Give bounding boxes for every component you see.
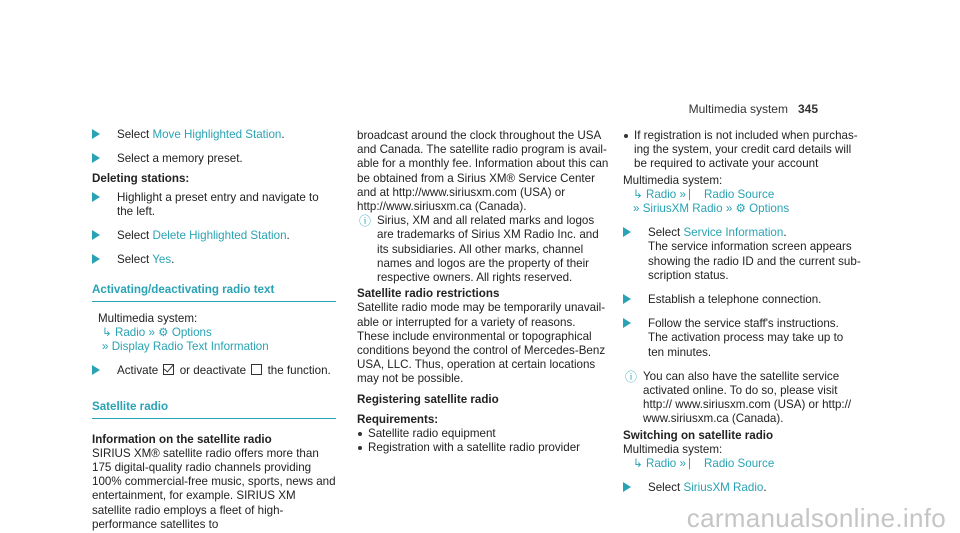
radio-source-icon: ⎸ (689, 457, 701, 471)
menu-path-label: Multimedia system: (623, 442, 723, 456)
checkbox-empty-icon (251, 364, 262, 375)
gear-icon: ⚙ (735, 202, 746, 216)
column-1 (92, 128, 336, 532)
menu-path: ↳ Radio » ⚙ Options (102, 325, 212, 339)
body-text: Satellite radio mode may be temporarily unavailable or interrupted for a variety of reasons. These include environmental or topographical conditions beyond the control of Mercedes-Benz USA, LLC. Thus, operation at certain locations may not be possible. (357, 301, 606, 386)
menu-path: ↳ Radio » ⎸ Radio Source (633, 187, 775, 201)
menu-arrow-icon: ↳ (102, 325, 112, 339)
step-arrow-icon (92, 153, 100, 163)
subheading: Registering satellite radio (357, 392, 499, 406)
step-arrow-icon (92, 230, 100, 240)
note: ⓘ Sirius, XM and all related marks and logos are trademarks of Sirius XM Radio Inc. and its subsidiaries. All other marks, channel names and logos are the property of their respective owners. All rights reserved. (359, 214, 599, 285)
column-2 (357, 129, 609, 455)
step-arrow-icon (92, 254, 100, 264)
subheading: Requirements: (357, 412, 439, 426)
double-chevron-icon: » (725, 202, 733, 216)
watermark: carmanualsonline.info (686, 502, 946, 533)
menu-path: » SiriusXM Radio » ⚙ Options (633, 202, 790, 216)
double-chevron-icon: » (679, 457, 686, 471)
column-3 (623, 129, 861, 505)
body-text: broadcast around the clock throughout the USA and Canada. The satellite radio program is available for a monthly fee. Information about this can be obtained from a Sirius XM® Service Center and at http://www.siriusxm.com (USA) or http://www.siriusxm.ca (Canada). (357, 129, 609, 214)
page-number: 345 (797, 102, 818, 116)
menu-link: SiriusXM Radio (683, 481, 764, 495)
step-move-station: Select Move Highlighted Station. (92, 128, 336, 142)
menu-link: Move Highlighted Station (152, 128, 282, 141)
menu-path-label: Multimedia system: (623, 173, 723, 187)
list-item: Satellite radio equipment (357, 427, 609, 441)
step-arrow-icon (623, 294, 631, 304)
subheading: Satellite radio restrictions (357, 287, 500, 301)
checkbox-checked-icon (163, 364, 174, 375)
subheading: Deleting stations: (92, 172, 190, 186)
subheading: Switching on satellite radio (623, 428, 774, 442)
step-highlight: Highlight a preset entry and navigate to the left. (92, 191, 336, 219)
step-select-siriusxm: Select SiriusXM Radio. (623, 481, 861, 495)
step-phone: Establish a telephone connection. (623, 293, 861, 307)
section-heading: Activating/deactivating radio text (92, 283, 336, 301)
step-arrow-icon (623, 227, 631, 237)
menu-arrow-icon: ↳ (633, 457, 643, 471)
step-arrow-icon (92, 365, 100, 375)
section-heading: Satellite radio (92, 400, 336, 418)
radio-source-icon: ⎸ (689, 187, 701, 201)
header-title: Multimedia system (688, 102, 788, 116)
info-icon: ⓘ (359, 214, 372, 229)
list-item: Registration with a satellite radio provider (357, 441, 609, 455)
page-header (689, 102, 818, 116)
menu-path: ↳ Radio » ⎸ Radio Source (633, 457, 775, 471)
double-chevron-icon: » (148, 325, 155, 339)
double-chevron-icon: » (102, 340, 109, 354)
menu-path-label: Multimedia system: (98, 311, 198, 325)
menu-link: Yes (152, 253, 172, 267)
step-follow: Follow the service staff's instructions. The activation process may take up to ten minutes. (623, 317, 861, 360)
step-arrow-icon (623, 318, 631, 328)
step-select-preset: Select a memory preset. (92, 152, 336, 166)
note: ⓘ You can also have the satellite service activated online. To do so, please visit http:// www.siriusxm.com (USA) or http:// www.siriusxm.ca (Canada). (625, 369, 852, 426)
step-activate: Activate or deactivate the function. (92, 364, 336, 378)
subheading: Information on the satellite radio (92, 432, 272, 446)
list-item: If registration is not included when purchasing the system, your credit card details will be required to activate your account (623, 129, 861, 172)
menu-link: Service Information (683, 226, 784, 240)
step-service-info: Select Service Information. The service information screen appears showing the radio ID and the current subscription status. (623, 226, 861, 283)
double-chevron-icon: » (633, 202, 640, 216)
step-arrow-icon (92, 192, 100, 202)
menu-link: Delete Highlighted Station (152, 229, 287, 243)
step-arrow-icon (92, 129, 100, 139)
menu-arrow-icon: ↳ (633, 187, 643, 201)
gear-icon: ⚙ (158, 325, 169, 339)
menu-path: » Display Radio Text Information (102, 340, 269, 354)
body-text: SIRIUS XM® satellite radio offers more than 175 digital-quality radio channels providing 100% commercial-free music, sports, news and entertainment, for example. SIRIUS XM satellite radio employs a fleet of high-performance satellites to (92, 446, 336, 531)
double-chevron-icon: » (679, 187, 686, 201)
step-yes: Select Yes. (92, 253, 336, 267)
info-icon: ⓘ (625, 369, 638, 384)
step-arrow-icon (623, 482, 631, 492)
step-delete: Select Delete Highlighted Station. (92, 229, 336, 243)
